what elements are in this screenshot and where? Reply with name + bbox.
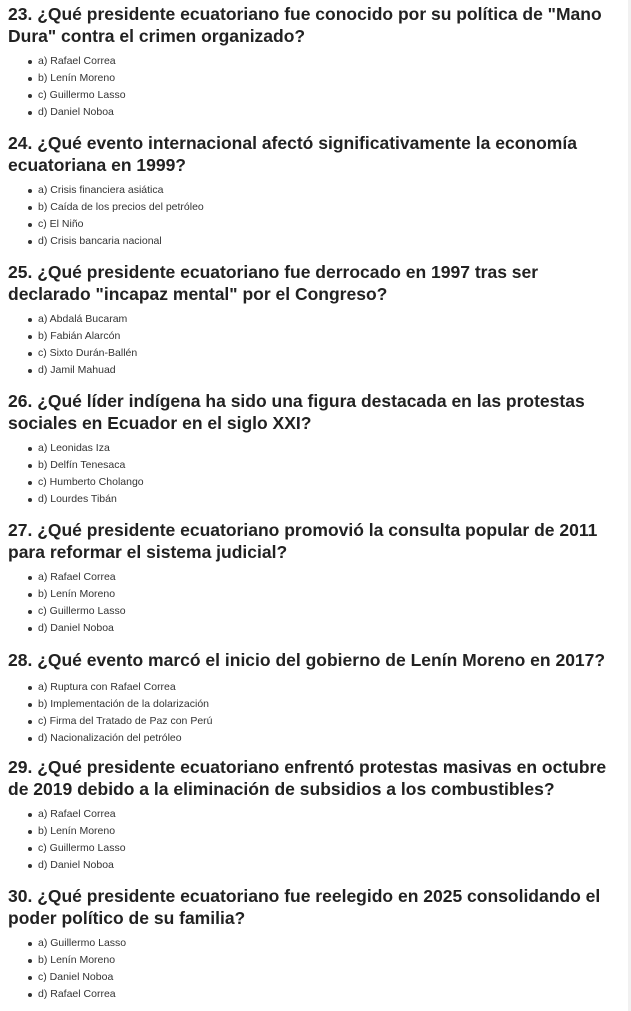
option-c: c) Firma del Tratado de Paz con Perú	[0, 713, 625, 730]
question-title: 29. ¿Qué presidente ecuatoriano enfrentó protestas masivas en octubre de 2019 debido a la eliminación de subsidios a los combustibles?	[8, 757, 607, 799]
option-b: b) Caída de los precios del petróleo	[0, 199, 625, 216]
option-b: b) Lenín Moreno	[0, 70, 625, 87]
option-a: a) Abdalá Bucaram	[0, 311, 625, 328]
option-list	[0, 311, 625, 379]
question-title: 30. ¿Qué presidente ecuatoriano fue reelegido en 2025 consolidando el poder político de su familia?	[8, 886, 601, 928]
option-b: b) Lenín Moreno	[0, 952, 625, 969]
question-title: 28. ¿Qué evento marcó el inicio del gobierno de Lenín Moreno en 2017?	[8, 650, 606, 670]
question-30	[0, 885, 625, 1003]
option-list	[0, 806, 625, 874]
option-d: d) Daniel Noboa	[0, 857, 625, 874]
question-title: 25. ¿Qué presidente ecuatoriano fue derrocado en 1997 tras ser declarado "incapaz mental" por el Congreso?	[8, 262, 539, 304]
option-list	[0, 53, 625, 121]
option-b: b) Implementación de la dolarización	[0, 696, 625, 713]
option-list	[0, 440, 625, 508]
option-c: c) Sixto Durán-Ballén	[0, 345, 625, 362]
question-title: 27. ¿Qué presidente ecuatoriano promovió la consulta popular de 2011 para reformar el sistema judicial?	[8, 520, 598, 562]
option-d: d) Rafael Correa	[0, 986, 625, 1003]
option-d: d) Nacionalización del petróleo	[0, 730, 625, 747]
option-a: a) Rafael Correa	[0, 806, 625, 823]
question-23	[0, 3, 625, 121]
option-a: a) Rafael Correa	[0, 53, 625, 70]
option-c: c) El Niño	[0, 216, 625, 233]
option-d: d) Lourdes Tibán	[0, 491, 625, 508]
option-b: b) Delfín Tenesaca	[0, 457, 625, 474]
option-d: d) Crisis bancaria nacional	[0, 233, 625, 250]
question-29	[0, 756, 625, 874]
option-b: b) Lenín Moreno	[0, 823, 625, 840]
option-a: a) Rafael Correa	[0, 569, 625, 586]
option-list	[0, 182, 625, 250]
option-a: a) Guillermo Lasso	[0, 935, 625, 952]
option-b: b) Lenín Moreno	[0, 586, 625, 603]
option-c: c) Humberto Cholango	[0, 474, 625, 491]
question-24	[0, 132, 625, 250]
question-title: 24. ¿Qué evento internacional afectó significativamente la economía ecuatoriana en 1999?	[8, 133, 577, 175]
option-b: b) Fabián Alarcón	[0, 328, 625, 345]
option-list	[0, 569, 625, 637]
question-25	[0, 261, 625, 379]
option-d: d) Daniel Noboa	[0, 104, 625, 121]
question-28	[0, 649, 625, 747]
question-26	[0, 390, 625, 508]
question-title: 23. ¿Qué presidente ecuatoriano fue conocido por su política de "Mano Dura" contra el crimen organizado?	[8, 4, 602, 46]
question-27	[0, 519, 625, 637]
option-list	[0, 679, 625, 747]
option-c: c) Guillermo Lasso	[0, 603, 625, 620]
option-c: c) Guillermo Lasso	[0, 840, 625, 857]
question-title: 26. ¿Qué líder indígena ha sido una figura destacada en las protestas sociales en Ecuador en el siglo XXI?	[8, 391, 585, 433]
option-a: a) Ruptura con Rafael Correa	[0, 679, 625, 696]
option-a: a) Crisis financiera asiática	[0, 182, 625, 199]
option-c: c) Guillermo Lasso	[0, 87, 625, 104]
option-a: a) Leonidas Iza	[0, 440, 625, 457]
option-d: d) Jamil Mahuad	[0, 362, 625, 379]
option-d: d) Daniel Noboa	[0, 620, 625, 637]
option-list	[0, 935, 625, 1003]
option-c: c) Daniel Noboa	[0, 969, 625, 986]
